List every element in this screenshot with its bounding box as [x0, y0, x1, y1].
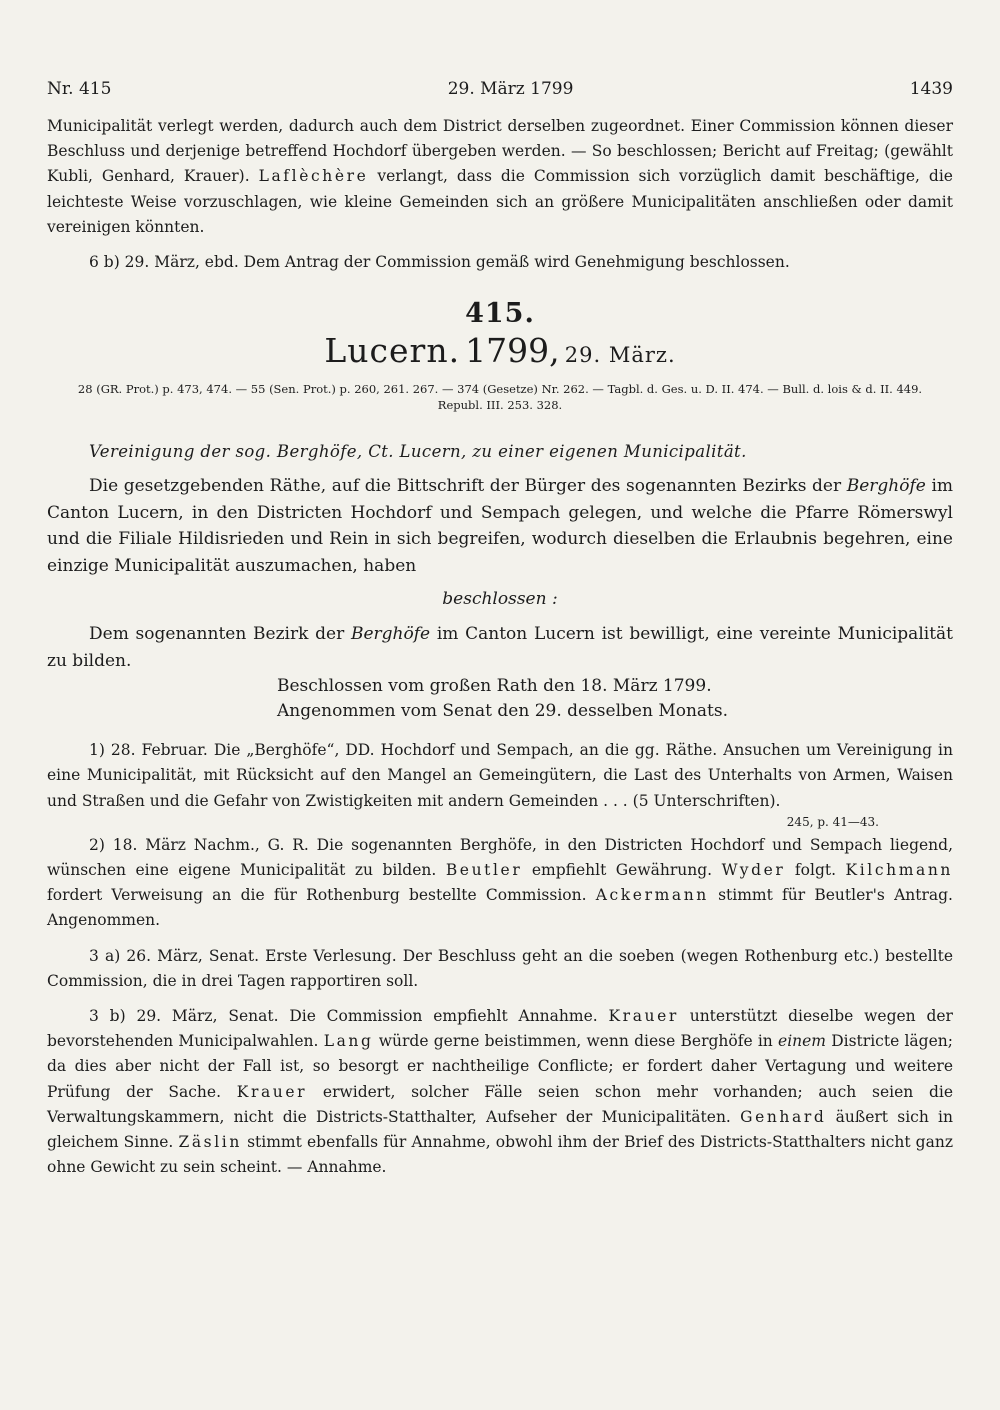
day: 29. März.: [564, 343, 676, 368]
document-place-date: [47, 333, 953, 375]
document-title: Vereinigung der sog. Berghöfe, Ct. Lucern, zu einer eigenen Municipalität.: [89, 442, 747, 462]
text-run: 2) 18. März Nachm., G. R. Die sogenannten Berghöfe, in den Districten Hochdorf und Sempach liegend, wünschen eine eigene Municipalität zu bilden.: [47, 835, 953, 880]
speaker-name: Lang: [323, 1032, 374, 1051]
signoff-line: Angenommen vom Senat den 29. desselben Monats.: [277, 701, 728, 722]
text-run: Municipalität verlegt werden, dadurch auch dem District derselben zugeordnet. Einer Commission können dieser Beschluss und derjenige betreffend Hochdorf übergeben werden. — So beschlossen; Bericht auf Freitag; (gewählt Kubli, Genhard, Krauer).: [47, 117, 953, 186]
signoff-line: Beschlossen vom großen Rath den 18. März 1799.: [277, 676, 712, 697]
previous-doc-continuation: [47, 114, 953, 240]
note-1: 1) 28. Februar. Die „Berghöfe“, DD. Hochdorf und Sempach, an die gg. Räthe. Ansuchen um Vereinigung in eine Municipalität, mit Rücksicht auf den Mangel an Gemeingütern, die Last des Unterhalts von Armen, Waisen und Straßen und die Gefahr von Zwistigkeiten mit andern Gemeinden . . . (5 Unterschriften).: [47, 741, 953, 810]
speaker-name: Beutler: [445, 861, 523, 880]
note-4: [47, 1004, 953, 1180]
text-run: folgt.: [794, 861, 837, 880]
note-2: [47, 833, 953, 934]
date-header: 29. März 1799: [447, 79, 574, 99]
notes: [47, 738, 953, 1180]
document-number: 415.: [465, 298, 535, 330]
page-number: 1439: [909, 79, 953, 99]
note-3: 3 a) 26. März, Senat. Erste Verlesung. Der Beschluss geht an die soeben (wegen Rothenburg etc.) bestellte Commission, die in drei Tagen rapportiren soll.: [47, 946, 953, 990]
text-run: stimmt ebenfalls für Annahme, obwohl ihm der Brief des Districts-Statthalters nicht ganz ohne Gewicht zu sein scheint. — Annahme.: [47, 1133, 953, 1177]
text-run: 3 b) 29. März, Senat. Die Commission empfiehlt Annahme.: [89, 1007, 598, 1026]
text-run: fordert Verweisung an die für Rothenburg bestellte Commission.: [47, 886, 587, 905]
speaker-name: Zäslin: [178, 1133, 242, 1152]
year: 1799,: [465, 331, 560, 371]
refs-line: Republ. III. 253. 328.: [437, 398, 563, 413]
speaker-name: Laflèchère: [258, 167, 369, 186]
doc-number-header: Nr. 415: [47, 79, 112, 99]
resolved-heading: beschlossen :: [442, 589, 558, 610]
refs-line: 28 (GR. Prot.) p. 473, 474. — 55 (Sen. Prot.) p. 260, 261. 267. — 374 (Gesetze) Nr. 262. — Tagbl. d. Ges. u. D. II. 474. — Bull. d. lois & d. II. 449.: [77, 382, 923, 397]
speaker-name: Wyder: [721, 861, 786, 880]
speaker-name: Ackermann: [595, 886, 709, 905]
speaker-name: Genhard: [740, 1107, 827, 1126]
source-references: [47, 381, 953, 413]
text-run: im Canton Lucern ist bewilligt, eine vereinte Municipalität zu bilden.: [47, 624, 953, 671]
text-run: verlangt, dass die Commission sich vorzüglich damit beschäftige, die leichteste Weise vorzuschlagen, wie kleine Gemeinden sich an größere Municipalitäten anschließen oder damit vereinigen könnten.: [47, 167, 953, 236]
text-run: unterstützt dieselbe wegen der bevorstehenden Municipalwahlen.: [47, 1007, 953, 1051]
previous-doc-note: 6 b) 29. März, ebd. Dem Antrag der Commission gemäß wird Genehmigung beschlossen.: [89, 253, 790, 272]
decree-text: [47, 621, 953, 674]
text-run: stimmt für Beutler's Antrag. Angenommen.: [47, 886, 953, 930]
emphasis: Berghöfe: [350, 624, 431, 645]
page: [47, 78, 953, 1184]
text-run: Die gesetzgebenden Räthe, auf die Bittschrift der Bürger des sogenannten Bezirks der: [89, 476, 842, 497]
speaker-name: Kilchmann: [845, 861, 953, 880]
emphasis: einem: [778, 1032, 826, 1051]
speaker-name: Krauer: [608, 1007, 679, 1026]
text-run: Districte lägen; da dies aber nicht der Fall ist, so besorgt er nachtheilige Conflicte; er fordert daher Vertagung und weitere Prüfung der Sache.: [47, 1032, 953, 1101]
running-head: [47, 78, 953, 100]
speaker-name: Krauer: [236, 1082, 308, 1101]
text-run: äußert sich in gleichem Sinne.: [47, 1107, 953, 1152]
signoff: [277, 674, 953, 724]
place: Lucern.: [324, 331, 461, 371]
note-1-source: 245, p. 41—43.: [786, 814, 879, 829]
preamble: [47, 473, 953, 579]
text-run: empfiehlt Gewährung.: [531, 861, 713, 880]
text-run: erwidert, solcher Fälle seien schon mehr vorhanden; auch seien die Verwaltungskammern, nicht die Districts-Statthalter, Aufseher der Municipalitäten.: [47, 1082, 954, 1126]
emphasis: Berghöfe: [846, 476, 926, 497]
text-run: würde gerne beistimmen, wenn diese Berghöfe in: [378, 1032, 773, 1051]
text-run: im Canton Lucern, in den Districten Hochdorf und Sempach gelegen, und welche die Pfarre Römerswyl und die Filiale Hildisrieden und Rein in sich begreifen, wodurch dieselben die Erlaubnis begehren, eine einzige Municipalität auszumachen, haben: [47, 476, 953, 576]
text-run: Dem sogenannten Bezirk der: [89, 624, 345, 645]
